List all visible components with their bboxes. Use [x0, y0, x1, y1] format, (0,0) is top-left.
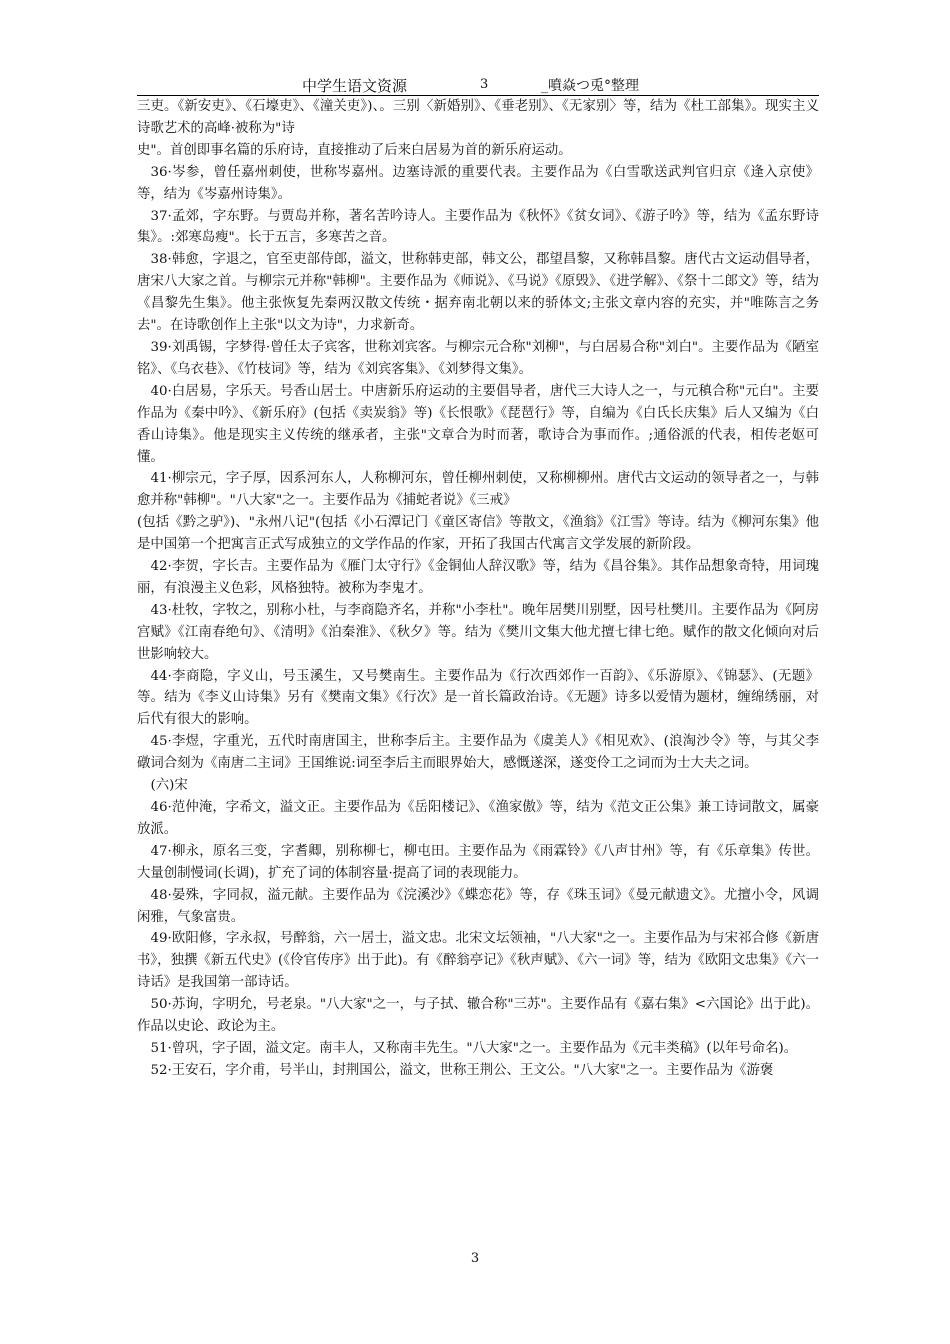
paragraph: 46·范仲淹，字希文，溢文正。主要作品为《岳阳楼记》、《渔家傲》等，结为《范文正公集》兼工诗词散文，属豪放派。 [137, 800, 819, 837]
page-header [137, 75, 819, 95]
paragraph: 49·欧阳修，字永叔，号醉翁，六一居士，溢文忠。北宋文坛领袖，"八大家"之一。主要作品为与宋祁合修《新唐书》，独撰《新五代史》(《伶官传序》出于此)。有《醉翁亭记》《秋声赋》、《六一词》等，结为《欧阳文忠集》《六一诗话》是我国第一部诗话。 [137, 931, 819, 991]
paragraph: 史"。首创即事名篇的乐府诗，直接推动了后来白居易为首的新乐府运动。 [137, 142, 572, 158]
paragraph: 39·刘禹锡，字梦得·曾任太子宾客，世称刘宾客。与柳宗元合称"刘柳"，与白居易合称"刘白"。主要作品为《陋室铭》、《乌衣巷》、《竹枝词》等，结为《刘宾客集》、《刘梦得文集》。 [137, 339, 819, 377]
paragraph: 45·李煜，字重光，五代时南唐国主，世称李后主。主要作品为《虞美人》《相见欢》、(浪淘沙令》等，与其父李礅词合刻为《南唐二主词》王国维说:词至李后主而眼界始大，感慨遂深，遂变伶工之词而为士大夫之词。 [137, 734, 819, 772]
header-page-number: 3 [480, 77, 489, 92]
paragraph: 三吏。《新安吏》、《石壕吏》、《潼关吏》)、。三别〈新婚别》、《垂老别》、《无家别〉等，结为《杜工部集》。现实主义诗歌艺术的高峰·被称为"诗 [137, 99, 819, 136]
header-author: _噴焱つ兎°整理 [541, 78, 639, 94]
document-body [137, 96, 819, 1082]
paragraph: 37·孟郊，字东野。与贾岛并称，著名苦吟诗人。主要作品为《秋怀》《贫女词》、《游子吟》等，结为《孟东野诗集》。:郊寒岛瘦"。长于五言，多寒苦之音。 [137, 208, 819, 246]
paragraph: (包括《黔之驴》)、"永州八记"(包括《小石潭记门《童区寄信》等散文，《渔翁》《江雪》等诗。结为《柳河东集》他是中国第一个把寓言正式写成独立的文学作品的作家，开拓了我国古代寓言文学发展的新阶段。 [137, 515, 819, 553]
paragraph: 43·杜牧，字牧之，别称小杜，与李商隐齐名，并称"小李杜"。晚年居樊川别墅，因号杜樊川。主要作品为《阿房宫赋》《江南春绝句》、《清明》《泊秦淮》、《秋夕》等。结为《樊川文集大他尤擅七律七绝。赋作的散文化倾向对后世影响较大。 [137, 602, 819, 662]
paragraph: 48·晏殊，字同叔，溢元献。主要作品为《浣溪沙》《蝶恋花》等，存《珠玉词》《曼元献遗文》。尤擅小令，风调闲雅，气象富贵。 [137, 887, 819, 925]
paragraph: 51·曾巩，字子固，溢文定。南丰人，又称南丰先生。"八大家"之一。主要作品为《元丰类稿》(以年号命名)。 [150, 1040, 798, 1056]
footer-page-number: 3 [470, 1251, 480, 1266]
paragraph: 36·岑参，曾任嘉州刺使，世称岑嘉州。边塞诗派的重要代表。主要作品为《白雪歌送武判官归京《逢入京使》等，结为《岑嘉州诗集》。 [137, 164, 819, 202]
paragraph: 50·苏询，字明允，号老泉。"八大家"之一，与子拭、辙合称"三苏"。主要作品有《嘉右集》<六国论》出于此)。作品以史论、政论为主。 [137, 997, 819, 1035]
paragraph: 41·柳宗元，字子厚，因系河东人，人称柳河东，曾任柳州刺使，又称柳柳州。唐代古文运动的领导者之一，与韩愈并称"韩柳"。"八大家"之一。主要作品为《捕蛇者说》《三戒》 [137, 471, 819, 509]
paragraph: 40·白居易，字乐天。号香山居士。中唐新乐府运动的主要倡导者，唐代三大诗人之一，与元稹合称"元白"。主要作品为《秦中吟》、《新乐府》(包括《卖炭翁》等)《长恨歌》《琵琶行》等，自编为《白氏长庆集》后人又编为《白香山诗集》。他是现实主义传统的继承者，主张"文章合为时而著，歌诗合为事而作。;通俗派的代表，相传老妪可懂。 [137, 383, 819, 465]
paragraph: 44·李商隐，字义山，号玉溪生，又号樊南生。主要作品为《行次西郊作一百韵》、《乐游原》、《锦瑟》、(无题》等。结为《李义山诗集》另有《樊南文集》《行次》是一首长篇政治诗。《无题》诗多以爱情为题材，缠绵绣丽，对后代有很大的影响。 [137, 668, 819, 728]
paragraph: 38·韩愈，字退之，官至吏部侍郎，溢文，世称韩吏部，韩文公，郡望昌黎，又称韩昌黎。唐代古文运动倡导者，唐宋八大家之首。与柳宗元并称"韩柳"。主要作品为《师说》、《马说》《原毁》、《进学解》、《祭十二郎文》等，结为《昌黎先生集》。他主张恢复先秦两汉散文传统・据弃南北朝以来的骄体文;主张文章内容的充实，并"唯陈言之务去"。在诗歌创作上主张"以文为诗"，力求新奇。 [137, 252, 819, 334]
paragraph: 42·李贺，字长吉。主要作品为《雁门太守行》《金铜仙人辞汉歌》等，结为《昌谷集》。其作品想象奇特，用词瑰丽，有浪漫主义色彩，风格独特。被称为李鬼才。 [137, 559, 819, 596]
paragraph: 52·王安石，字介甫，号半山，封荆国公，溢文，世称王荆公、王文公。"八大家"之一。主要作品为《游褒 [150, 1062, 774, 1078]
section-heading: (六)宋 [150, 778, 188, 794]
header-title: 中学生语文资源 [302, 77, 408, 95]
paragraph: 47·柳永，原名三变，字耆卿，别称柳七，柳屯田。主要作品为《雨霖铃》《八声甘州》等，有《乐章集》传世。大量创制慢词(长调)，扩充了词的体制容量·提高了词的表现能力。 [137, 843, 819, 881]
